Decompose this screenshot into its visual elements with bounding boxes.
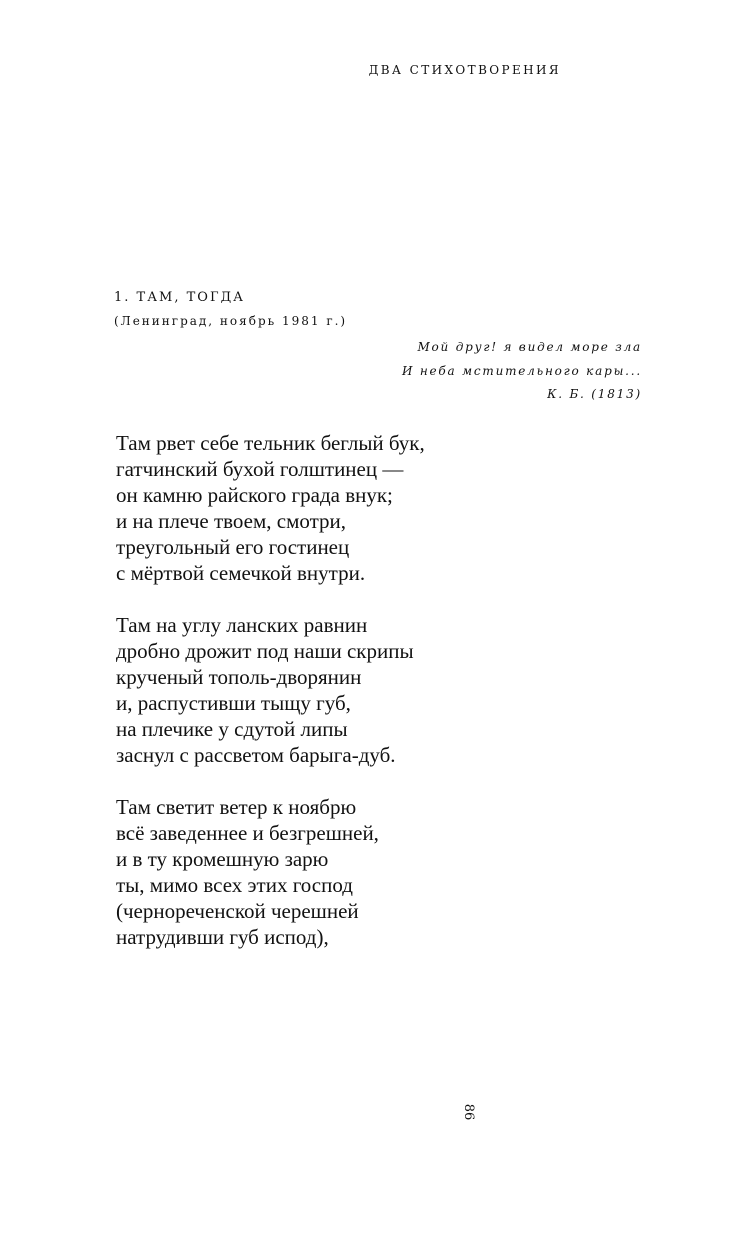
section-title: 1. ТАМ, ТОГДА bbox=[114, 290, 245, 305]
verse-line: крученый тополь-дворянин bbox=[116, 665, 362, 689]
verse-line: натрудивши губ испод), bbox=[116, 925, 329, 949]
poem bbox=[116, 430, 425, 976]
page-number: 86 bbox=[461, 1103, 477, 1121]
epigraph-attribution: К. Б. (1813) bbox=[547, 387, 642, 401]
verse-line: он камню райского града внук; bbox=[116, 483, 393, 507]
verse-line: и на плече твоем, смотри, bbox=[116, 509, 347, 533]
stanza bbox=[116, 430, 425, 586]
epigraph-line: И неба мстительного кары... bbox=[401, 363, 642, 378]
running-head: ДВА СТИХОТВОРЕНИЯ bbox=[368, 63, 561, 77]
stanza bbox=[116, 612, 425, 768]
verse-line: на плечике у сдутой липы bbox=[116, 717, 348, 741]
verse-line: треугольный его гостинец bbox=[116, 535, 350, 559]
verse-line: Там на углу ланских равнин bbox=[116, 613, 368, 637]
verse-line: Там рвет себе тельник беглый бук, bbox=[116, 431, 425, 455]
epigraph bbox=[402, 336, 642, 407]
verse-line: с мёртвой семечкой внутри. bbox=[116, 561, 366, 585]
stanza bbox=[116, 794, 425, 950]
verse-line: ты, мимо всех этих господ bbox=[116, 873, 353, 897]
verse-line: всё заведеннее и безгрешней, bbox=[116, 821, 379, 845]
section-subtitle: (Ленинград, ноябрь 1981 г.) bbox=[114, 314, 348, 328]
verse-line: и в ту кромешную зарю bbox=[116, 847, 329, 871]
verse-line: и, распустивши тыщу губ, bbox=[116, 691, 351, 715]
verse-line: гатчинский бухой голштинец — bbox=[116, 457, 404, 481]
verse-line: дробно дрожит под наши скрипы bbox=[116, 639, 414, 663]
verse-line: (чернореченской черешней bbox=[116, 899, 359, 923]
verse-line: заснул с рассветом барыга-дуб. bbox=[116, 743, 396, 767]
verse-line: Там светит ветер к ноябрю bbox=[116, 795, 357, 819]
epigraph-line: Мой друг! я видел море зла bbox=[417, 340, 642, 354]
